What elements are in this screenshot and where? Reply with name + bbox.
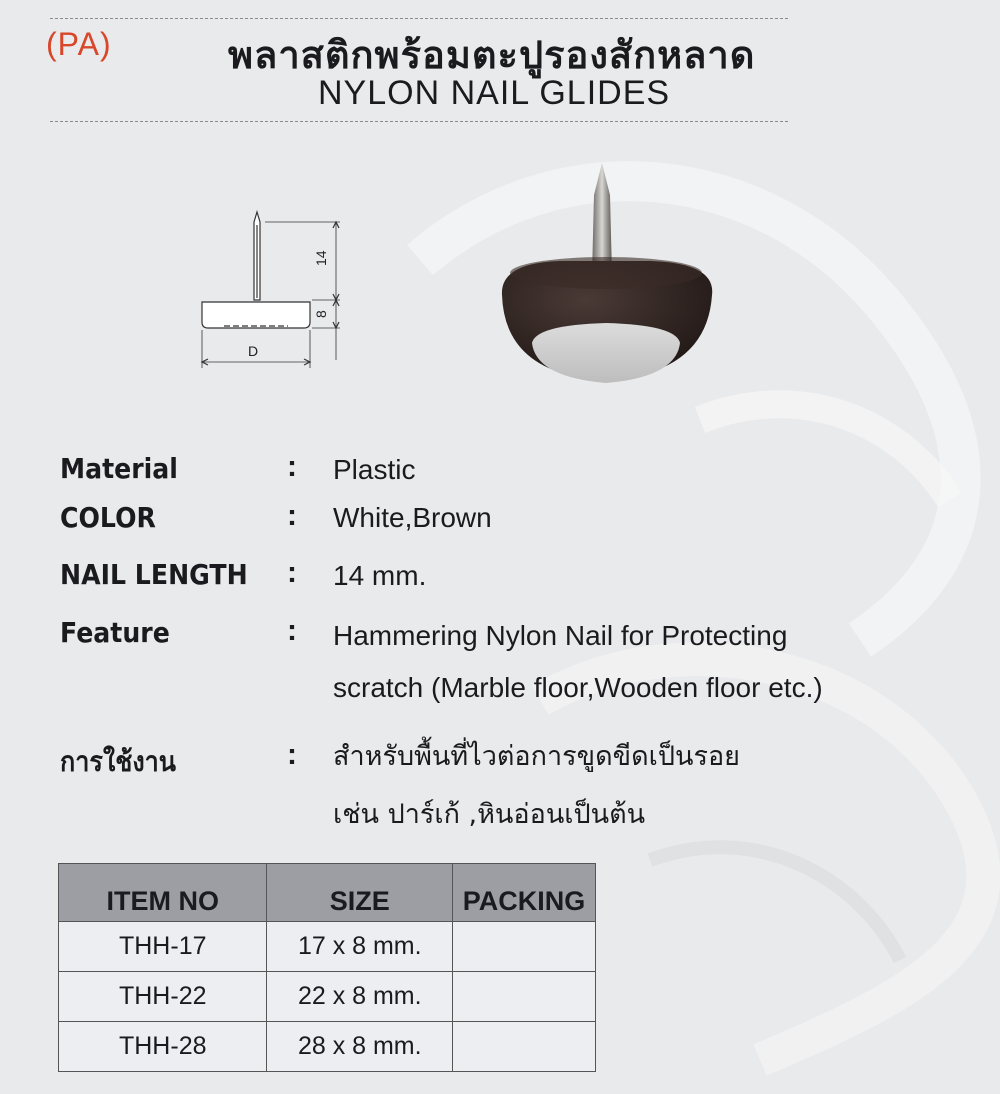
usage-line-1: สำหรับพื้นที่ไวต่อการขูดขีดเป็นรอย: [333, 741, 740, 772]
material-label: Material: [60, 452, 178, 485]
usage-value: [333, 728, 973, 844]
size-cell: 17 x 8 mm.: [267, 922, 453, 972]
material-value: Plastic: [333, 454, 416, 485]
usage-colon: :: [287, 738, 297, 771]
table-row: [59, 922, 596, 972]
color-colon: :: [287, 499, 297, 532]
col-header-packing: PACKING: [453, 864, 596, 922]
table-row: [59, 972, 596, 1022]
dim-label-d: D: [248, 343, 259, 359]
size-cell: 22 x 8 mm.: [267, 972, 453, 1022]
item-no-cell: THH-28: [59, 1022, 267, 1072]
feature-label: Feature: [60, 616, 170, 649]
dim-label-14: 14: [313, 250, 329, 266]
feature-colon: :: [287, 614, 297, 647]
packing-cell: [453, 972, 596, 1022]
item-table: [58, 863, 596, 1072]
col-header-size: SIZE: [267, 864, 453, 922]
nail-length-value: 14 mm.: [333, 560, 427, 591]
col-header-item-no: ITEM NO: [59, 864, 267, 922]
top-divider: [50, 18, 788, 19]
table-row: [59, 1022, 596, 1072]
item-no-cell: THH-22: [59, 972, 267, 1022]
title-english: NYLON NAIL GLIDES: [318, 74, 671, 112]
feature-line-1: Hammering Nylon Nail for Protecting: [333, 620, 788, 651]
color-label: COLOR: [60, 501, 156, 534]
title-thai: พลาสติกพร้อมตะปูรองสักหลาด: [228, 33, 756, 77]
usage-line-2: เช่น ปาร์เก้ ,หินอ่อนเป็นต้น: [333, 799, 646, 830]
item-no-cell: THH-17: [59, 922, 267, 972]
packing-cell: [453, 922, 596, 972]
nail-length-colon: :: [287, 556, 297, 589]
feature-line-2: scratch (Marble floor,Wooden floor etc.): [333, 672, 823, 703]
nail-length-label: NAIL LENGTH: [60, 558, 248, 591]
color-value: White,Brown: [333, 502, 492, 533]
product-photo: [480, 155, 730, 400]
dim-label-8: 8: [313, 310, 329, 318]
material-colon: :: [287, 450, 297, 483]
usage-label: การใช้งาน: [60, 745, 177, 778]
product-code: (PA): [46, 26, 112, 62]
packing-cell: [453, 1022, 596, 1072]
header-divider: [50, 121, 788, 122]
table-header-row: [59, 864, 596, 922]
feature-value: [333, 610, 973, 714]
dimension-diagram: [190, 210, 350, 380]
size-cell: 28 x 8 mm.: [267, 1022, 453, 1072]
